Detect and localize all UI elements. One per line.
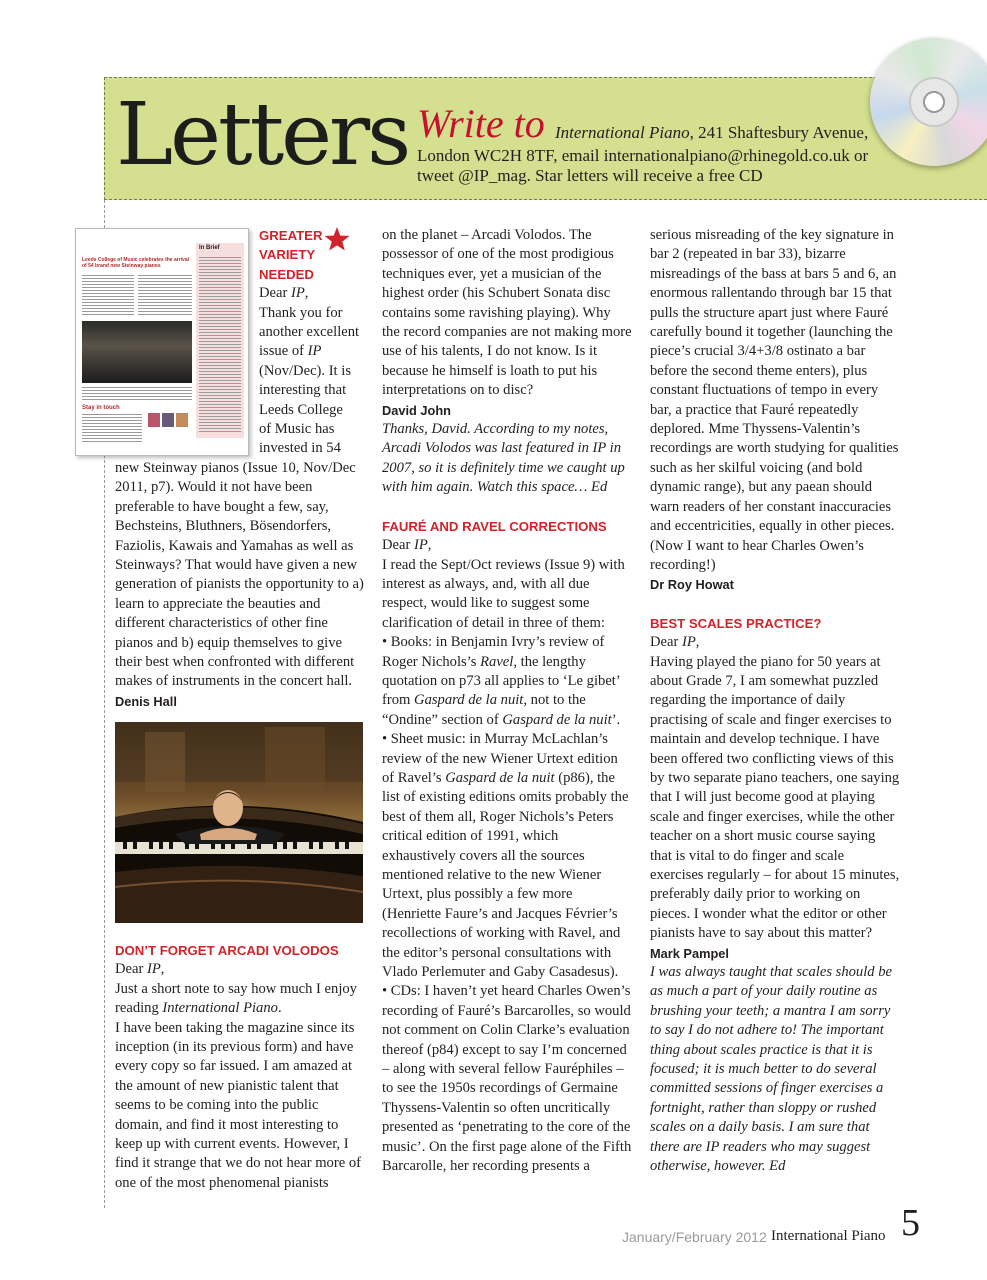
thumb-in-brief-label: In Brief [199, 245, 220, 251]
letter3-text: (p86), the list of existing editions omits probably the best of them all, Roger Nichols’s Peters critical edition of 1991, which exhaustively covers all the sources mentioned relative to the new Wiener Urtext, plus possibly a few more (Henriette Faure’s and Jacques Février’s recollections of working with Ravel, and the editor’s personal consultations with Vlado Perlemuter and Gaby Casadesus). [382, 769, 629, 981]
letter1-line: of Music has [259, 421, 335, 438]
letter3-text: , not to the “Ondine” section of [382, 692, 586, 728]
magazine-name: International Piano [555, 123, 690, 142]
letter3-bullet-sheet-music [382, 730, 632, 982]
thumb-headline: Leeds College of Music celebrates the arrival of 54 brand new Steinway pianos [82, 257, 189, 269]
salutation-text: Dear [115, 961, 148, 978]
letter3-text: • Sheet music: in Murray McLachlan’s review of the new Wiener Urtext edition of Ravel’s [382, 731, 618, 786]
letter2-editor-reply: Thanks, David. According to my notes, Arcadi Volodos was last featured in IP in 2007, so it is definitely time we caught up with him again. Watch this space… Ed [382, 421, 625, 496]
letters-header-banner [104, 77, 987, 200]
salutation-text: Dear [259, 285, 292, 302]
letter4-body: Having played the piano for 50 years at about Grade 7, I am somewhat puzzled regarding the importance of daily practising of scale and finger exercises to maintain and develop technique. I have been offered two conflicting views of this by two separate piano teachers, one saying that I will just become good at playing scale and finger exercises, while the other teacher on a short music course saying that is vital to do finger and scale exercises regularly – for about 15 minutes, preferably daily prior to working on pieces. I wonder what the editor or other pianists have to say about this matter? [650, 653, 900, 942]
letter1-line: Thank you for [259, 304, 343, 321]
letter3-title: Ravel [480, 653, 514, 670]
letter2-signature: David John [382, 402, 451, 418]
letter3-heading: FAURÉ AND RAVEL CORRECTIONS [382, 518, 607, 534]
letter1-line [259, 342, 365, 361]
letter2-text: Just a short note to say how much I enjoy reading [115, 980, 357, 1017]
letter2-paragraph-2: I have been taking the magazine since its inception (in its previous form) and have every copy so far issued. I am amazed at the amount of new pianistic talent that seems to be coming into the public domain, and find it most interesting to keep up with current events. However, I find it strange that we do not hear more of one of the most phenomenal pianists [115, 1019, 361, 1191]
letter4-salutation [650, 633, 900, 652]
letter1-text: issue of [259, 343, 308, 360]
salutation-comma: , [304, 285, 309, 302]
letter2-salutation [115, 960, 365, 979]
spacer [650, 595, 900, 614]
spacer [382, 498, 632, 517]
letter1-heading: GREATER VARIETY NEEDED [259, 228, 323, 282]
free-cd-image [870, 38, 987, 166]
pianist-photo [115, 722, 363, 923]
salutation-ip: IP [291, 285, 305, 302]
pianist-illustration [115, 722, 363, 923]
letter1-line: another excellent [259, 324, 360, 341]
letter1-intro [115, 226, 365, 459]
letter1-line: (Nov/Dec). It is [259, 362, 351, 379]
thumb-stay-in-touch: Stay in touch [82, 405, 120, 411]
letter3-text: , the lengthy quotation on p73 all applies to ‘Le gibet’ from [382, 653, 620, 709]
salutation-comma: , [160, 961, 165, 978]
letter3-text: • Books: in Benjamin Ivry’s review of Roger Nichols’s [382, 634, 605, 670]
salutation-ip: IP [147, 961, 161, 978]
page-number: 5 [901, 1202, 920, 1244]
letter4-signature: Mark Pampel [650, 945, 729, 961]
letter1-line: Leeds College [259, 401, 343, 418]
letter2-heading: DON’T FORGET ARCADI VOLODOS [115, 943, 339, 958]
salutation-ip: IP [682, 634, 696, 651]
address-street: , 241 Shaftesbury Avenue, [689, 123, 869, 142]
column-3 [650, 226, 900, 1177]
salutation-text: Dear [382, 537, 415, 554]
salutation-comma: , [427, 537, 432, 554]
letter3-salutation [382, 536, 632, 555]
salutation-ip: IP [414, 537, 428, 554]
letter2-start [115, 941, 365, 1193]
letter3-title: Gaspard de la nuit [445, 769, 555, 786]
letter1-body: new Steinway pianos (Issue 10, Nov/Dec 2011, p7). Would it not have been preferable to have bought a few, say, Bechsteins, Bluthners, Bösendorfers, Faziolis, Kawais and Yamahas as well as Steinways? That would have given a new generation of pianists the opportunity to a) learn to appreciate the beauties and different characteristics of other fine pianos and b) equip themselves to give their best when confronted with different makes of instruments in the concert hall. [115, 459, 364, 690]
salutation-text: Dear [650, 634, 683, 651]
letter1-signature: Denis Hall [115, 693, 177, 709]
letter4-heading: BEST SCALES PRACTICE? [650, 615, 822, 631]
letter3-title: Gaspard de la nuit [414, 692, 524, 709]
address-contact: London WC2H 8TF, email internationalpiano@rhinegold.co.uk or tweet @IP_mag. Star letters will receive a free CD [417, 146, 869, 185]
salutation-comma: , [695, 634, 700, 651]
column-2 [382, 226, 632, 1177]
letter1-line: invested in 54 [259, 440, 341, 457]
write-to-heading: Write to [417, 101, 545, 146]
letter1-ip: IP [307, 343, 322, 360]
letter2-text: . [277, 1000, 282, 1017]
footer-magazine-name: International Piano [771, 1228, 886, 1244]
letter3-signature: Dr Roy Howat [650, 577, 734, 593]
letter2-paragraph-1 [115, 980, 365, 1019]
letter2-magazine-title: International Piano [162, 1000, 278, 1017]
letter3-bullet-books [382, 633, 632, 730]
letter1-salutation [259, 284, 365, 303]
letter2-paragraph-3: on the planet – Arcadi Volodos. The possessor of one of the most prodigious techniques ever, yet a musician of the highest order (his Schubert Sonata disc contains some ravishing playing). Why the record companies are not making more use of his talents, I do not know. Is it because he himself is loath to put his interpretations on to disc? [382, 227, 632, 399]
footer-issue-date: January/February 2012 [622, 1229, 767, 1245]
page-title: Letters [116, 85, 409, 185]
letter3-bullet-cds: • CDs: I haven’t yet heard Charles Owen’s recording of Fauré’s Barcarolles, so would not comment on Colin Clarke’s evaluation thereof (p84) except to say I’m concerned – along with several fellow Fauréphiles – to see the 1950s recordings of Germaine Thyssens-Valentin so often uncritically presented as ‘penetrating to the core of the music’. On the first page alone of the Fifth Barcarolle, her recording presents a [382, 983, 632, 1175]
letter3-title: Gaspard de la nuit [502, 711, 612, 728]
letter3-text: ’. [611, 711, 621, 728]
letter1-line: interesting that [259, 382, 347, 399]
column-1 [115, 226, 365, 711]
letter3-paragraph-1: I read the Sept/Oct reviews (Issue 9) with interest as always, and, with all due respect, would like to suggest some clarification of detail in three of them: [382, 556, 625, 631]
letter3-continued: serious misreading of the key signature in bar 2 (repeated in bar 33), bizarre misreadings of the bass at bars 5 and 6, an enormous rallentando through bar 15 that pulls the structure apart just where Fauré carefully bound it together (launching the piece’s crucial 3/4+3/8 ostinato a bar before the second theme enters), plus constant fluctuations of tempo in every bar, a practice that Fauré repeatedly deplored. Mme Thyssens-Valentin’s recordings are worth studying for qualities such as her skilful voicing (and bold dynamic range), but any paean should warn readers of her constant inaccuracies and eccentricities, equally in other pieces. (Now I want to hear Charles Owen’s recording!) [650, 227, 899, 573]
address-line-1 [555, 123, 868, 143]
letter4-editor-reply: I was always taught that scales should be as much a part of your daily routine as brushing your teeth; a mantra I am sorry to say I do not adhere to! The important thing about scales practice is that it is focused; it is much better to do several committed sessions of finger exercises a fortnight, rather than sloppy or rushed scales on a daily basis. I am sure that there are IP readers who may suggest otherwise, however. Ed [650, 964, 893, 1175]
